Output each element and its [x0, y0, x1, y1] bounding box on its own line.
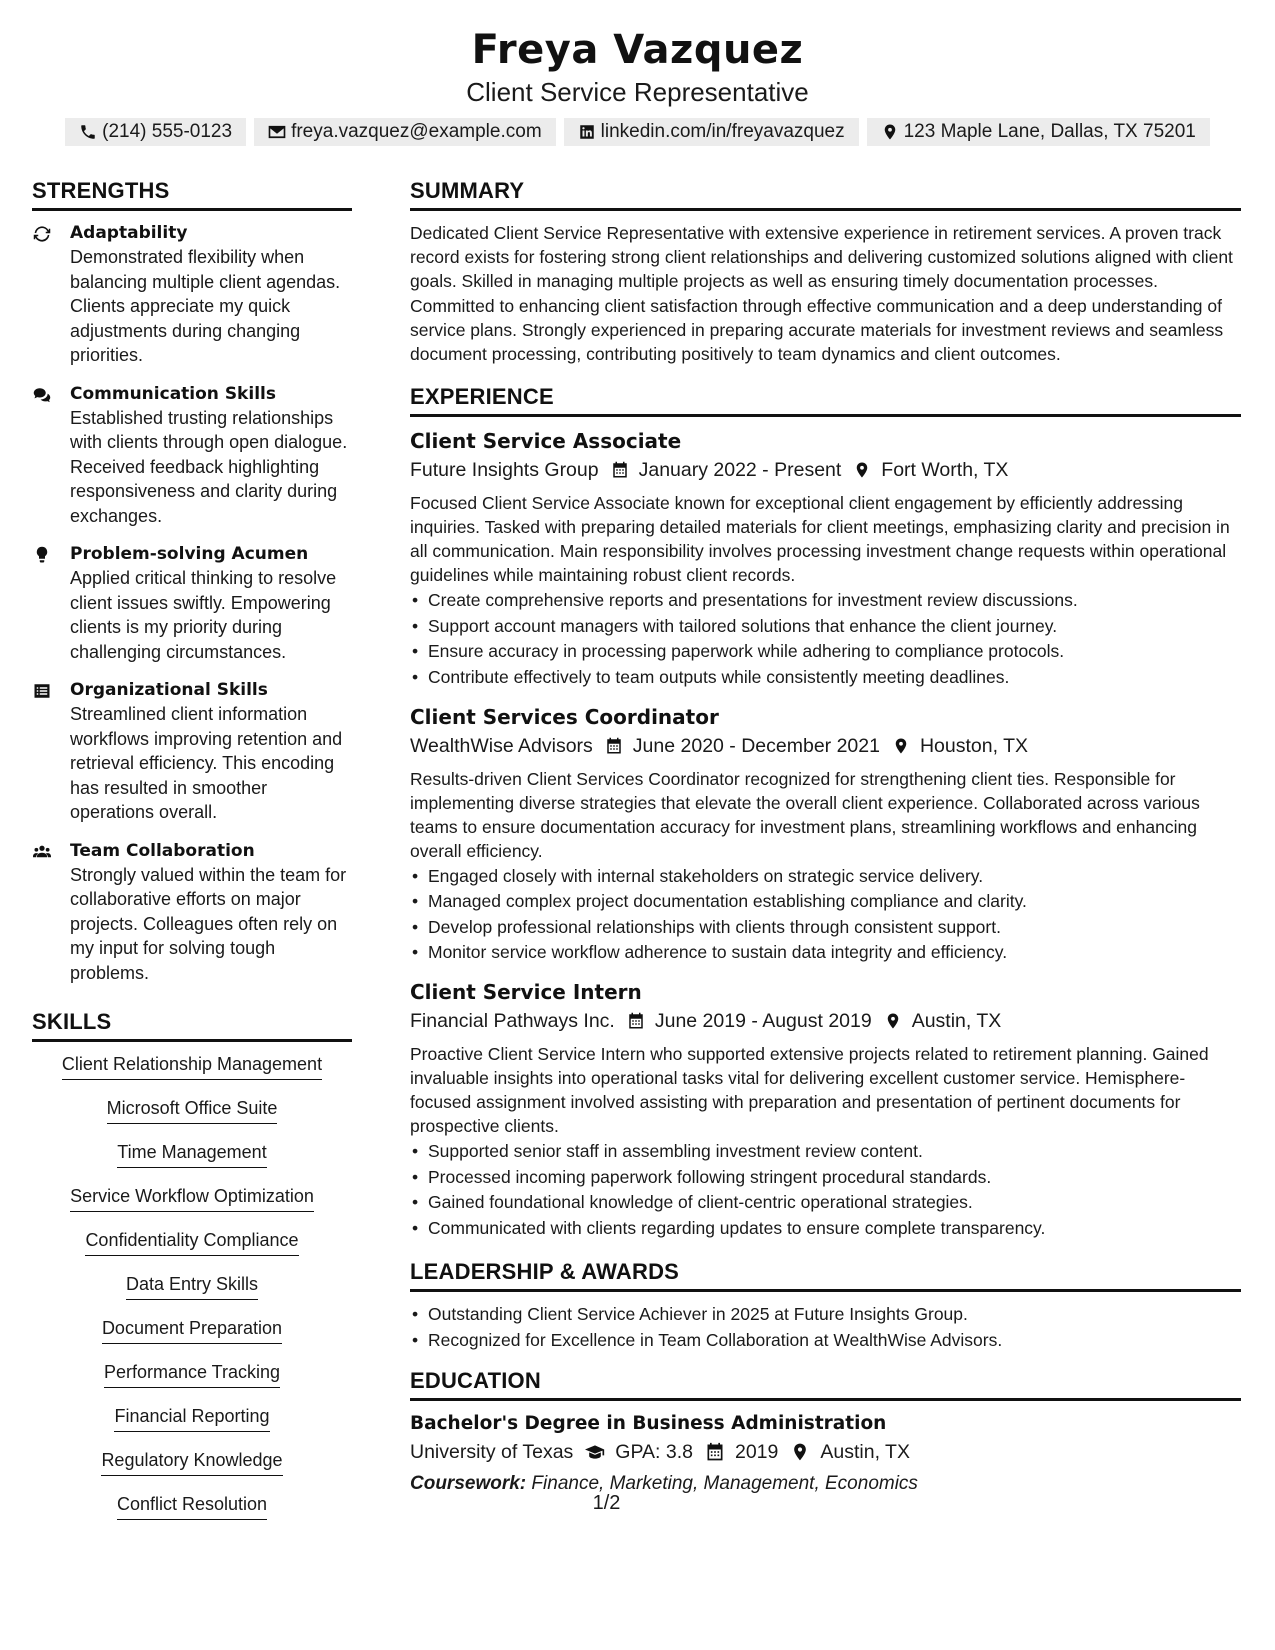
strength-item: [32, 382, 352, 529]
calendar-icon: [627, 1011, 645, 1031]
list-item: • Recognized for Excellence in Team Collaboration at WealthWise Advisors.: [410, 1328, 1241, 1354]
calendar-icon: [605, 736, 623, 756]
job-bullets: [410, 1139, 1241, 1241]
summary-title: SUMMARY: [410, 178, 1241, 211]
list-alt-icon: [32, 682, 52, 700]
list-item: • Gained foundational knowledge of client-centric operational strategies.: [410, 1190, 1241, 1216]
skills-title: SKILLS: [32, 1009, 352, 1042]
strength-desc: Demonstrated flexibility when balancing multiple client agendas. Clients appreciate my quick adjustments during changing priorities.: [70, 247, 341, 365]
skill-item: Time Management: [117, 1140, 266, 1168]
strength-title: Problem-solving Acumen: [70, 544, 309, 564]
map-pin-icon: [881, 123, 899, 141]
job-dates: January 2022 - Present: [638, 459, 842, 482]
resume-header: [0, 0, 1275, 146]
coursework-label: Coursework:: [410, 1472, 527, 1494]
list-item: • Processed incoming paperwork following stringent procedural standards.: [410, 1165, 1241, 1191]
job-title: Client Services Coordinator: [410, 704, 719, 729]
job-entry: [410, 978, 1241, 1241]
list-item: • Contribute effectively to team outputs while consistently meeting deadlines.: [410, 665, 1241, 691]
contact-linkedin[interactable]: [564, 118, 859, 146]
strength-item: [32, 221, 352, 368]
envelope-icon: [268, 123, 286, 141]
job-location: Austin, TX: [911, 1009, 1002, 1032]
contact-phone: [65, 118, 246, 146]
contact-bar: [0, 118, 1275, 146]
job-entry: [410, 427, 1241, 690]
page-number: 1/2: [592, 1492, 621, 1514]
summary-text: Dedicated Client Service Representative with extensive experience in retirement services. A proven track record exists for fostering strong client relationships and delivering customized solutions aligned with client goals. Skilled in managing multiple projects as well as ensuring timely documentation processes. Committed to enhancing client satisfaction through effective communication and a deep understanding of service plans. Strongly experienced in preparing accurate materials for investment reviews and seamless document processing, contributing positively to team dynamics and client outcomes.: [410, 223, 1233, 365]
job-desc: Proactive Client Service Intern who supported extensive projects related to retirement planning. Gained invaluable insights into operational tasks vital for delivering excellent customer service. Hemisphere-focused assignment involved assisting with preparation and presentation of pertinent documents for prospective clients.: [410, 1043, 1209, 1136]
chat-bubbles-icon: [32, 386, 52, 404]
strengths-title: STRENGTHS: [32, 178, 352, 211]
job-title: Client Service Intern: [410, 979, 642, 1004]
list-item: • Develop professional relationships with clients through consistent support.: [410, 915, 1241, 941]
job-company: Future Insights Group: [410, 459, 599, 482]
edu-year: 2019: [734, 1440, 779, 1463]
skills-list: [32, 1052, 352, 1536]
education-title: EDUCATION: [410, 1368, 1241, 1401]
skill-item: Service Workflow Optimization: [70, 1184, 314, 1212]
job-entry: [410, 703, 1241, 966]
email-text: freya.vazquez@example.com: [291, 121, 542, 142]
list-item: • Support account managers with tailored solutions that enhance the client journey.: [410, 614, 1241, 640]
list-item: • Engaged closely with internal stakeholders on strategic service delivery.: [410, 864, 1241, 890]
strength-title: Team Collaboration: [70, 840, 255, 861]
phone-text: (214) 555-0123: [102, 121, 233, 142]
skill-item: Performance Tracking: [104, 1360, 280, 1388]
strength-item: [32, 678, 352, 825]
job-desc: Results-driven Client Services Coordinator recognized for strengthening client ties. Responsible for implementing diverse strategies that elevate the overall client experience. Collaborated across various teams to ensure documentation accuracy for investment plans, streamlining workflows and enhancing overall efficiency.: [410, 768, 1200, 861]
sync-icon: [32, 225, 52, 243]
job-meta: [410, 731, 1241, 761]
phone-icon: [79, 123, 97, 141]
strength-item: [32, 542, 352, 664]
calendar-icon: [611, 460, 629, 480]
map-pin-icon: [884, 1011, 902, 1031]
skill-item: Confidentiality Compliance: [85, 1228, 298, 1256]
list-item: • Ensure accuracy in processing paperwork while adhering to compliance protocols.: [410, 639, 1241, 665]
map-pin-icon: [892, 736, 910, 756]
list-item: • Outstanding Client Service Achiever in 2025 at Future Insights Group.: [410, 1302, 1241, 1328]
strength-title: Adaptability: [70, 223, 188, 243]
list-item: • Monitor service workflow adherence to sustain data integrity and efficiency.: [410, 940, 1241, 966]
strength-desc: Applied critical thinking to resolve client issues swiftly. Empowering clients is my priority during challenging circumstances.: [70, 568, 337, 662]
users-icon: [32, 843, 52, 861]
skill-item: Client Relationship Management: [62, 1052, 322, 1080]
job-bullets: [410, 588, 1241, 690]
strength-item: [32, 839, 352, 986]
skill-item: Microsoft Office Suite: [107, 1096, 278, 1124]
strength-title: Communication Skills: [70, 383, 276, 404]
graduation-cap-icon: [585, 1442, 605, 1462]
job-company: Financial Pathways Inc.: [410, 1009, 615, 1032]
map-pin-icon: [790, 1442, 810, 1462]
candidate-name: Freya Vazquez: [471, 27, 804, 73]
leadership-title: LEADERSHIP & AWARDS: [410, 1259, 1241, 1292]
list-item: • Create comprehensive reports and presentations for investment review discussions.: [410, 588, 1241, 614]
edu-meta: [410, 1437, 1241, 1467]
job-title: Client Service Associate: [410, 429, 682, 454]
edu-degree: Bachelor's Degree in Business Administration: [410, 1412, 887, 1434]
job-dates: June 2019 - August 2019: [654, 1009, 872, 1032]
skill-item: Conflict Resolution: [117, 1492, 267, 1520]
skill-item: Document Preparation: [102, 1316, 282, 1344]
leadership-list: [410, 1302, 1241, 1353]
list-item: • Managed complex project documentation establishing compliance and clarity.: [410, 889, 1241, 915]
map-pin-icon: [853, 460, 871, 480]
list-item: • Communicated with clients regarding updates to ensure complete transparency.: [410, 1216, 1241, 1242]
contact-address: [867, 118, 1210, 146]
job-meta: [410, 1006, 1241, 1036]
job-company: WealthWise Advisors: [410, 734, 593, 757]
edu-location: Austin, TX: [820, 1440, 910, 1463]
job-dates: June 2020 - December 2021: [632, 734, 880, 757]
left-column: [32, 178, 352, 1536]
job-bullets: [410, 864, 1241, 966]
right-column: [410, 178, 1241, 1536]
strength-desc: Strongly valued within the team for collaborative efforts on major projects. Colleagues often rely on my input for solving tough problems.: [70, 864, 347, 983]
strength-title: Organizational Skills: [70, 680, 268, 700]
job-location: Houston, TX: [919, 734, 1028, 757]
address-text: 123 Maple Lane, Dallas, TX 75201: [903, 121, 1196, 142]
skill-item: Financial Reporting: [114, 1404, 269, 1432]
job-location: Fort Worth, TX: [881, 459, 1009, 482]
lightbulb-icon: [32, 546, 52, 564]
edu-school: University of Texas: [410, 1440, 574, 1463]
experience-title: EXPERIENCE: [410, 384, 1241, 417]
job-desc: Focused Client Service Associate known for exceptional client engagement by efficiently addressing inquiries. Tasked with preparing detailed materials for client meetings, emphasizing clarity and precision in all communication. Main responsibility involves processing investment change requests within operational guidelines while maintaining robust client records.: [410, 493, 1230, 586]
skill-item: Regulatory Knowledge: [101, 1448, 282, 1476]
contact-email[interactable]: [254, 118, 556, 146]
calendar-icon: [705, 1442, 725, 1462]
coursework-text: Finance, Marketing, Management, Economics: [531, 1472, 918, 1494]
edu-gpa: GPA: 3.8: [615, 1440, 693, 1463]
strength-desc: Streamlined client information workflows improving retention and retrieval efficiency. This encoding has resulted in smoother operations overall.: [70, 704, 343, 822]
linkedin-text: linkedin.com/in/freyavazquez: [600, 121, 845, 142]
list-item: • Supported senior staff in assembling investment review content.: [410, 1139, 1241, 1165]
candidate-role: Client Service Representative: [466, 77, 809, 107]
linkedin-icon: [578, 123, 596, 141]
strength-desc: Established trusting relationships with clients through open dialogue. Received feedback highlighting responsiveness and clarity during exchanges.: [70, 407, 348, 526]
job-meta: [410, 455, 1241, 485]
skill-item: Data Entry Skills: [126, 1272, 258, 1300]
